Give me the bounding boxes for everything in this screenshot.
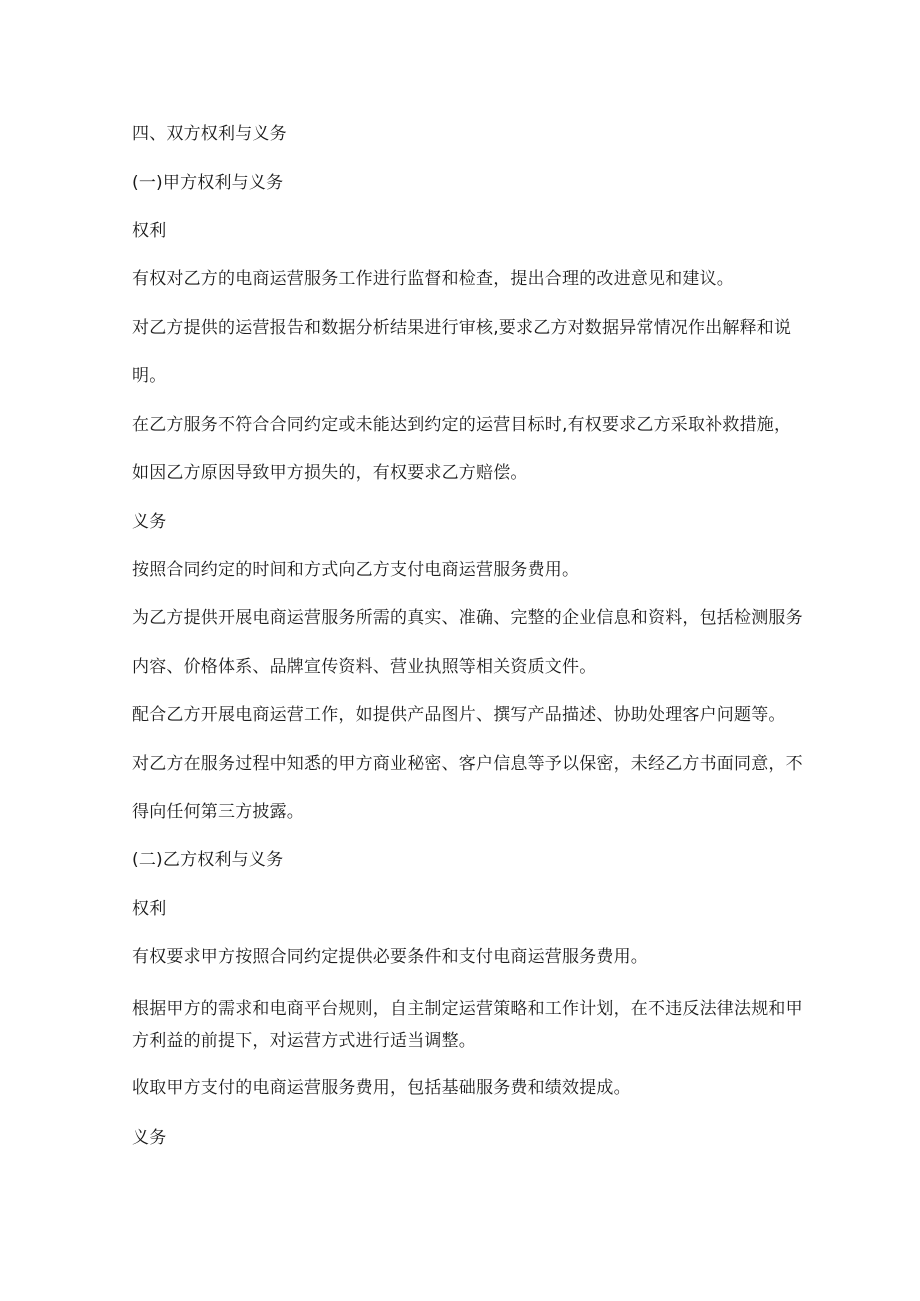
text-line: 有权对乙方的电商运营服务工作进行监督和检查，提出合理的改进意见和建议。 [132, 269, 734, 289]
text-line: 如因乙方原因导致甲方损失的，有权要求乙方赔偿。 [132, 463, 528, 483]
subsection-heading: (一)甲方权利与义务 [132, 173, 284, 193]
rights-heading: 权利 [132, 221, 167, 241]
text-line: 内容、价格体系、品牌宣传资料、营业执照等相关资质文件。 [132, 657, 597, 677]
text-line: 对乙方在服务过程中知悉的甲方商业秘密、客户信息等予以保密，未经乙方书面同意，不 [132, 754, 803, 774]
text-line: 对乙方提供的运营报告和数据分析结果进行审核,要求乙方对数据异常情况作出解释和说 [132, 318, 792, 338]
text-line: 在乙方服务不符合合同约定或未能达到约定的运营目标时,有权要求乙方采取补救措施， [132, 415, 792, 435]
section-heading: 四、双方权利与义务 [132, 124, 287, 144]
rights-heading: 权利 [132, 899, 167, 919]
obligations-heading: 义务 [132, 512, 167, 532]
obligations-heading: 义务 [132, 1128, 167, 1148]
text-line: 配合乙方开展电商运营工作，如提供产品图片、撰写产品描述、协助处理客户问题等。 [132, 705, 786, 725]
subsection-heading: (二)乙方权利与义务 [132, 850, 284, 870]
text-line: 有权要求甲方按照合同约定提供必要条件和支付电商运营服务费用。 [132, 947, 648, 967]
text-line: 得向任何第三方披露。 [132, 802, 304, 822]
text-line: 根据甲方的需求和电商平台规则，自主制定运营策略和工作计划，在不违反法律法规和甲 [132, 999, 803, 1019]
text-line: 为乙方提供开展电商运营服务所需的真实、准确、完整的企业信息和资料，包括检测服务 [132, 608, 803, 628]
text-line: 明。 [132, 366, 167, 386]
text-line: 方利益的前提下，对运营方式进行适当调整。 [132, 1031, 476, 1051]
text-line: 按照合同约定的时间和方式向乙方支付电商运营服务费用。 [132, 560, 580, 580]
text-line: 收取甲方支付的电商运营服务费用，包括基础服务费和绩效提成。 [132, 1078, 631, 1098]
